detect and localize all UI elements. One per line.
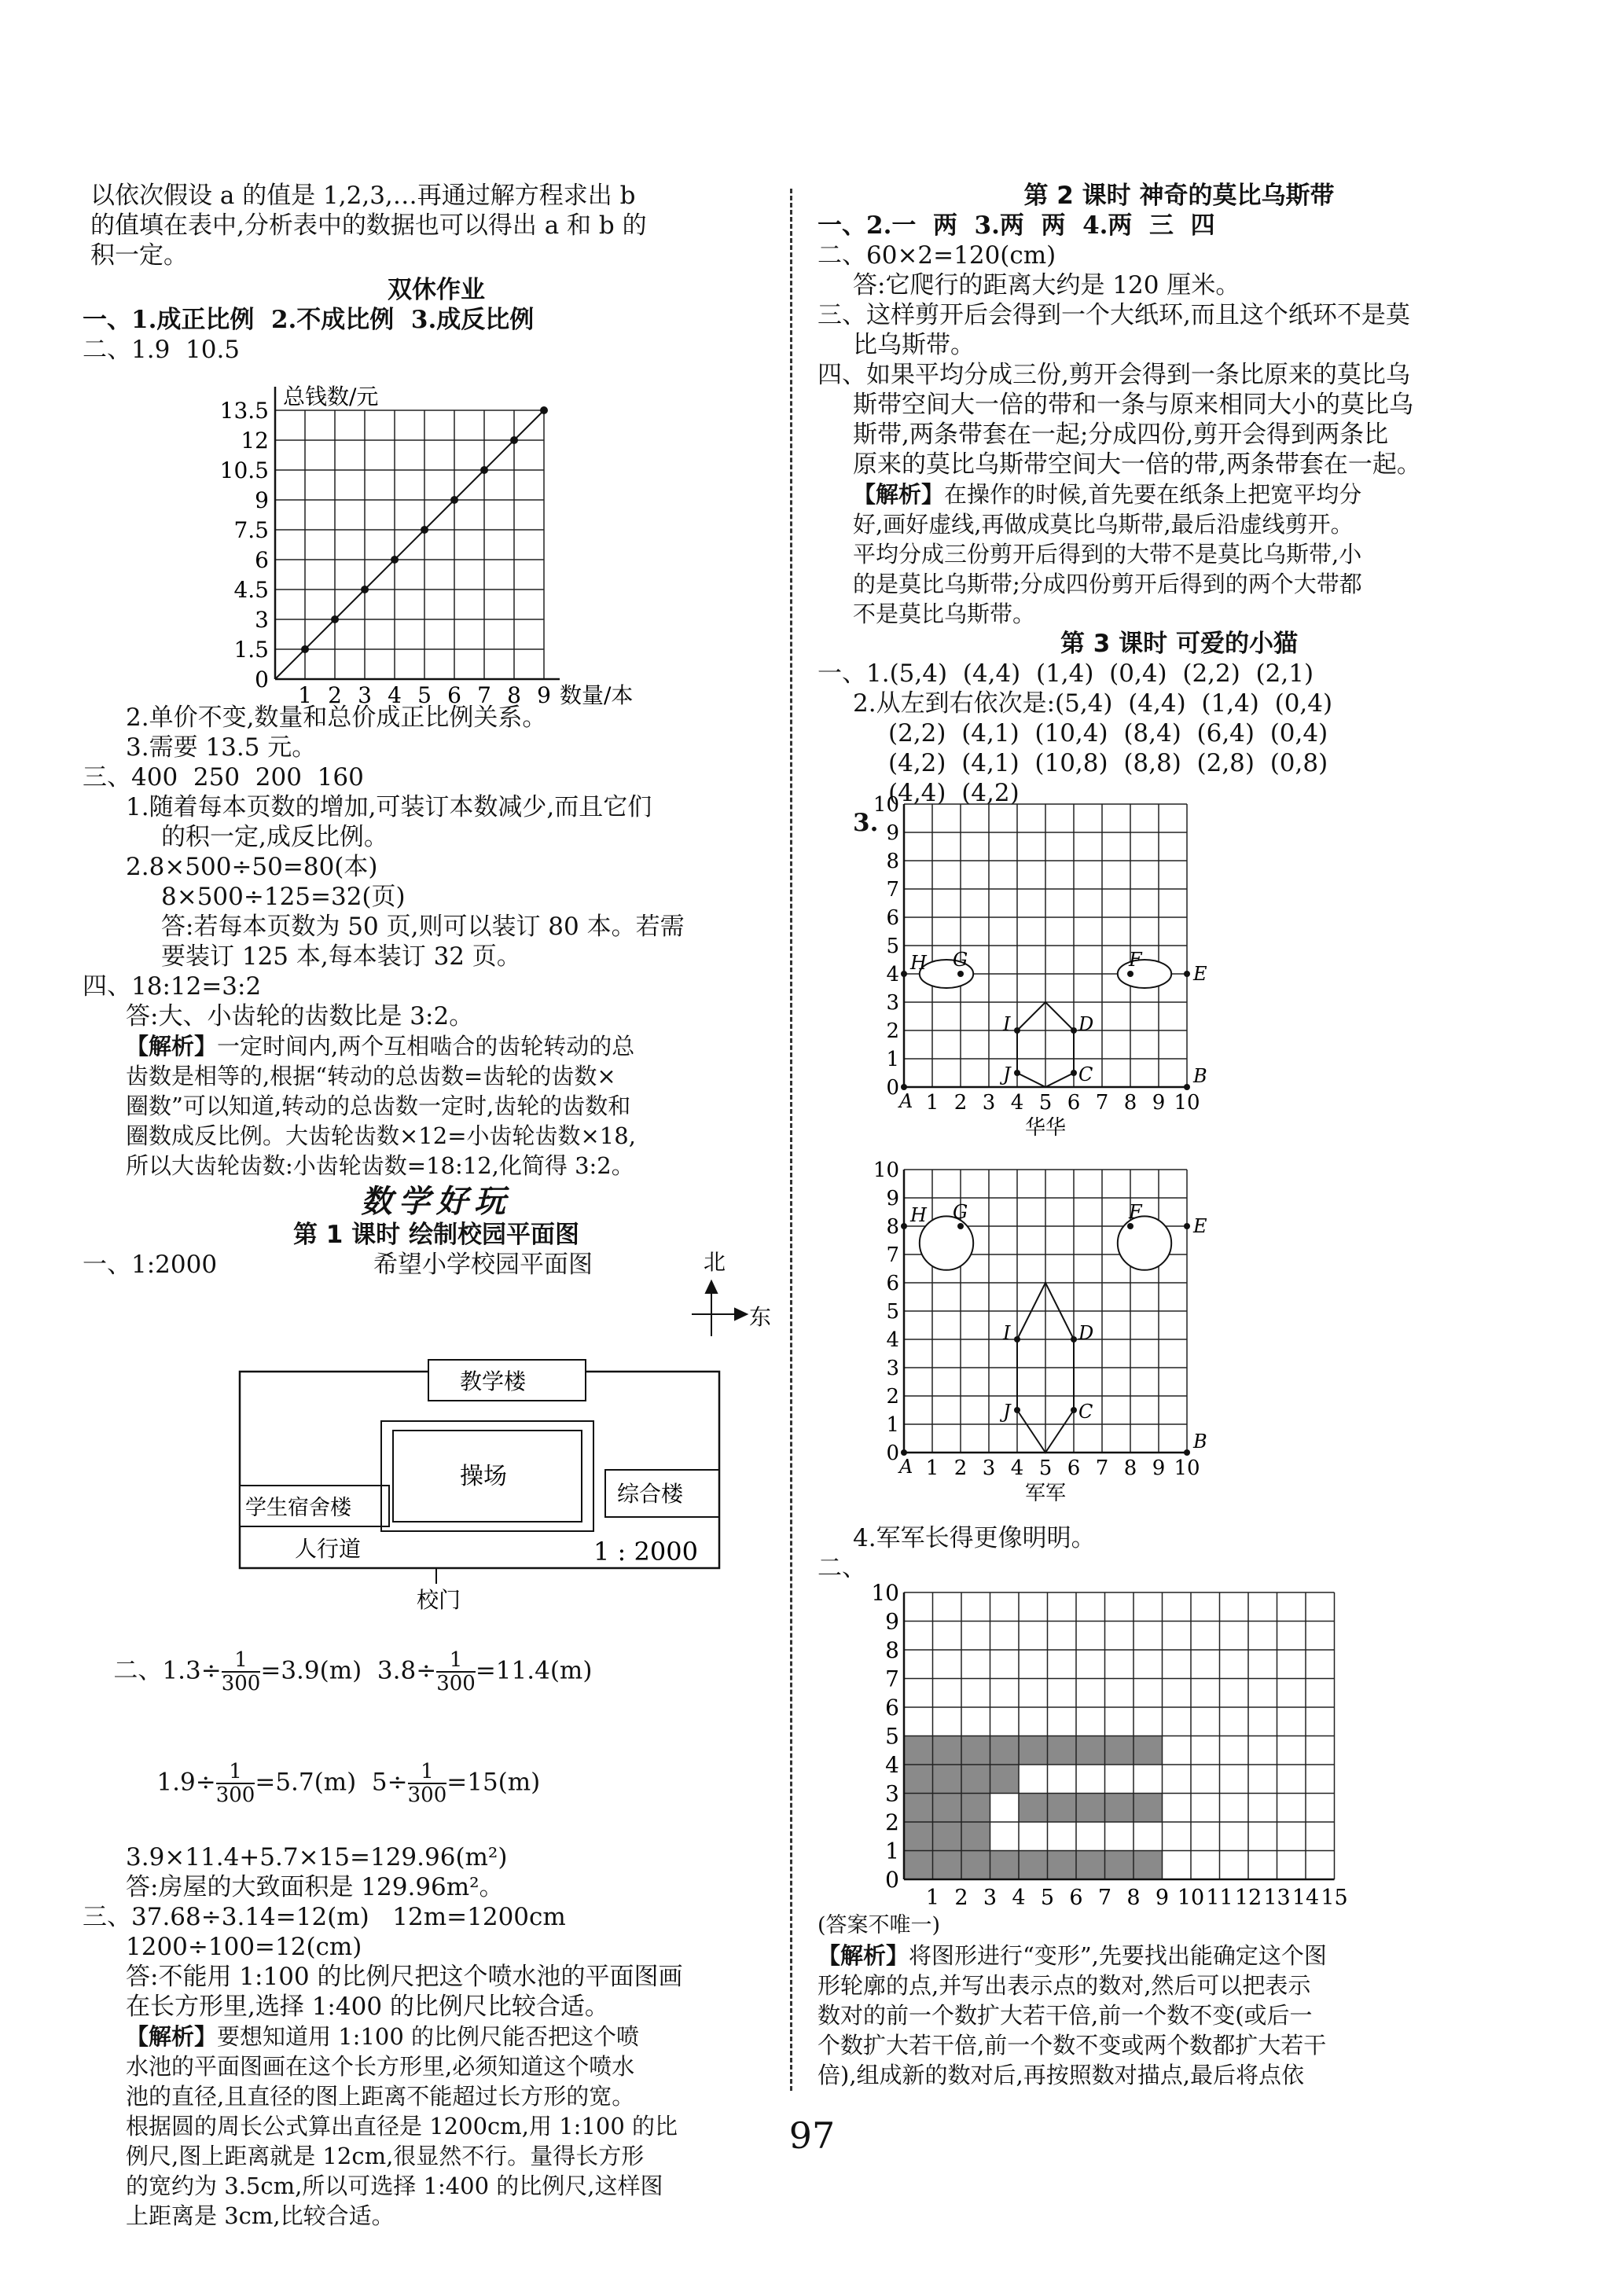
analysis2-line-7: 上距离是 3cm,比较合适。	[126, 2202, 395, 2229]
r1-line: 一、2.一 两 3.两 两 4.两 三 四	[818, 211, 1215, 240]
calc2a: 1.9÷	[156, 1768, 216, 1797]
x-tick-label: 10	[1177, 1886, 1205, 1910]
shaded-cell	[961, 1822, 990, 1851]
y-tick-label: 9	[885, 1608, 899, 1635]
shaded-cell	[1076, 1851, 1105, 1880]
grid-caption: 华华	[1024, 1116, 1067, 1140]
frac-num: 1	[436, 1649, 476, 1673]
intro-line-2: 的值填在表中,分析表中的数据也可以得出 a 和 b 的	[90, 211, 647, 240]
s3-line-3: 答:不能用 1:100 的比例尺把这个喷水池的平面图画	[126, 1963, 683, 1991]
calc-line-2	[90, 1731, 782, 1836]
y-tick-label: 7.5	[233, 517, 269, 543]
shaded-cell	[1019, 1851, 1048, 1880]
x-tick-label: 4	[1010, 1091, 1024, 1115]
x-tick-label: 3	[982, 1456, 996, 1480]
y-tick-label: 5	[886, 935, 899, 958]
right-analysis-tag: 【解析】	[853, 481, 945, 508]
y-tick-label: 4	[886, 963, 899, 986]
r3-line-2: 比乌斯带。	[853, 331, 975, 359]
y-tick-label: 4	[886, 1328, 899, 1352]
x-tick-label: 2	[953, 1456, 968, 1480]
shaded-cell	[1048, 1736, 1077, 1765]
lesson2-title: 第 2 课时 神奇的莫比乌斯带	[1023, 182, 1335, 210]
point-C	[1071, 1407, 1077, 1413]
r3-line-1: 三、这样剪开后会得到一个大纸环,而且这个纸环不是莫	[818, 301, 1410, 329]
q1-line: 一、1.成正比例 2.不成比例 3.成反比例	[83, 306, 535, 334]
right-column	[818, 181, 1541, 2090]
north-label: 北	[704, 1249, 726, 1275]
rb-line-4: 个数扩大若干倍,前一个数不变或两个数都扩大若干	[818, 2032, 1327, 2059]
x-axis-label: 数量/本	[560, 682, 634, 708]
rb-line-1: 将图形进行“变形”,先要找出能确定这个图	[909, 1942, 1327, 1969]
shaded-cell	[1048, 1851, 1077, 1880]
q4-line: 四、18:12=3:2	[83, 972, 262, 1001]
q2-2-line: 2.单价不变,数量和总价成正比例关系。	[126, 703, 547, 732]
x-tick-label: 7	[1097, 1886, 1112, 1910]
analysis2-line-5: 例尺,图上距离就是 12cm,很显然不行。量得长方形	[126, 2143, 645, 2169]
q3-2c: 答:若每本页数为 50 页,则可以装订 80 本。若需	[161, 913, 685, 941]
point-D	[1071, 1027, 1077, 1034]
x-tick-label: 4	[1010, 1456, 1024, 1480]
x-tick-label: 10	[1174, 1091, 1200, 1115]
shaded-cell	[1133, 1851, 1163, 1880]
right-eye	[1118, 960, 1171, 988]
data-point	[540, 406, 548, 414]
calc1c: =11.4(m)	[475, 1656, 593, 1685]
s3-line-4: 在长方形里,选择 1:400 的比例尺比较合适。	[126, 1993, 609, 2021]
y-tick-label: 10.5	[219, 457, 269, 483]
frac-den: 300	[407, 1783, 447, 1807]
frac-num: 1	[216, 1761, 255, 1784]
shape-grid	[818, 1553, 1541, 1911]
rb-line-3: 数对的前一个数扩大若干倍,前一个数不变(或后一	[818, 2002, 1313, 2029]
lesson1-title: 第 1 课时 绘制校园平面图	[293, 1221, 579, 1249]
x-tick-label: 3	[983, 1886, 998, 1910]
x-tick-label: 7	[477, 682, 491, 708]
price-chart-svg	[90, 365, 782, 708]
s3-line-1: 三、37.68÷3.14=12(m) 12m=1200cm	[83, 1903, 566, 1931]
point-label: F	[1129, 1201, 1142, 1223]
x-tick-label: 5	[417, 682, 432, 708]
grid-caption: 军军	[1024, 1482, 1067, 1505]
y-tick-label: 6	[885, 1695, 899, 1721]
intro-line-3: 积一定。	[90, 241, 188, 270]
point-J	[1014, 1407, 1020, 1413]
x-tick-label: 14	[1291, 1886, 1320, 1910]
x-tick-label: 4	[388, 682, 402, 708]
x-tick-label: 6	[1069, 1886, 1083, 1910]
shaded-cell	[1076, 1736, 1105, 1765]
frac-den: 300	[436, 1672, 476, 1695]
q3-2d: 要装订 125 本,每本装订 32 页。	[161, 942, 521, 971]
shaded-cell	[904, 1765, 933, 1794]
r4-line-2: 斯带空间大一倍的带和一条与原来相同大小的莫比乌	[853, 391, 1413, 419]
y-tick-label: 2	[885, 1809, 899, 1835]
shaded-cell	[1105, 1794, 1134, 1823]
point-label: H	[910, 1204, 927, 1226]
point-B	[1184, 1449, 1190, 1456]
teaching-building-label: 教学楼	[460, 1368, 527, 1394]
r4-line-1: 四、如果平均分成三份,剪开会得到一条比原来的莫比乌	[818, 361, 1410, 389]
c1-line: 一、1.(5,4) (4,4) (1,4) (0,4) (2,2) (2,1)	[818, 659, 1314, 688]
c5-label: 二、	[818, 1554, 866, 1582]
calc1a: 二、1.3÷	[113, 1656, 222, 1685]
y-tick-label: 2	[886, 1019, 899, 1043]
q3-2b: 8×500÷125=32(页)	[161, 883, 406, 911]
shaded-cell	[990, 1851, 1020, 1880]
y-tick-label: 6	[886, 906, 899, 930]
shaded-cell	[990, 1736, 1020, 1765]
y-tick-label: 13.5	[219, 398, 269, 424]
calc1b: =3.9(m) 3.8÷	[260, 1656, 437, 1685]
x-tick-label: 8	[1123, 1456, 1137, 1480]
frac-num: 1	[408, 1761, 447, 1784]
section-title: 数学好玩	[361, 1183, 512, 1220]
c4-line: 4.军军长得更像明明。	[853, 1524, 1096, 1552]
right-eye	[1118, 1216, 1171, 1269]
calc2c: =15(m)	[446, 1768, 541, 1797]
x-tick-label: 1	[925, 1456, 939, 1480]
point-label: A	[899, 1090, 913, 1112]
map-ratio: 1 : 2000	[593, 1537, 698, 1567]
point-G	[957, 971, 964, 977]
x-tick-label: 2	[954, 1886, 968, 1910]
data-point	[391, 556, 399, 564]
shaded-cell	[933, 1794, 962, 1823]
x-tick-label: 10	[1174, 1456, 1200, 1480]
point-label: D	[1078, 1013, 1094, 1035]
calc-line-1	[83, 1619, 782, 1725]
y-tick-label: 5	[885, 1723, 899, 1750]
shaded-cell	[1019, 1794, 1048, 1823]
left-column	[83, 181, 782, 2231]
y-tick-label: 9	[886, 1187, 899, 1210]
x-tick-label: 6	[447, 682, 461, 708]
x-tick-label: 1	[925, 1091, 939, 1115]
x-tick-label: 3	[358, 682, 372, 708]
point-H	[901, 1223, 907, 1229]
x-tick-label: 2	[953, 1091, 968, 1115]
c2-line-4: (4,4) (4,2)	[888, 779, 1020, 807]
data-point	[450, 496, 458, 504]
data-point	[480, 466, 488, 474]
y-tick-label: 7	[886, 1243, 899, 1267]
shaded-cell	[961, 1736, 990, 1765]
left-eye	[920, 1216, 973, 1269]
y-tick-label: 4	[885, 1752, 899, 1778]
fraction	[216, 1761, 255, 1806]
x-tick-label: 15	[1321, 1886, 1348, 1910]
fraction	[408, 1761, 447, 1806]
x-tick-label: 13	[1263, 1886, 1291, 1910]
y-tick-label: 2	[886, 1385, 899, 1409]
q3-1b: 的积一定,成反比例。	[161, 823, 388, 851]
point-I	[1014, 1336, 1020, 1343]
point-label: G	[953, 949, 968, 971]
y-tick-label: 3	[885, 1780, 899, 1807]
campus-map	[83, 1249, 782, 1619]
playground-label: 操场	[460, 1463, 507, 1490]
point-E	[1184, 971, 1190, 977]
east-label: 东	[749, 1304, 772, 1330]
x-tick-label: 7	[1095, 1091, 1109, 1115]
ra-line-2: 好,画好虚线,再做成莫比乌斯带,最后沿虚线剪开。	[853, 511, 1354, 538]
y-tick-label: 0	[885, 1867, 899, 1893]
shaded-cell	[933, 1736, 962, 1765]
east-arrow-icon	[735, 1309, 747, 1320]
y-tick-label: 0	[886, 1442, 899, 1465]
calc2b: =5.7(m) 5÷	[255, 1768, 408, 1797]
point-G	[957, 1223, 964, 1229]
point-label: J	[1003, 1063, 1011, 1085]
shaded-cell	[1076, 1794, 1105, 1823]
y-tick-label: 0	[255, 667, 269, 692]
y-tick-label: 4.5	[233, 577, 269, 603]
x-tick-label: 8	[1123, 1091, 1137, 1115]
lesson3-title: 第 3 课时 可爱的小猫	[1060, 630, 1298, 658]
q2-1-line: 二、1.9 10.5	[83, 336, 241, 364]
data-point	[361, 586, 369, 593]
c3-label: 3.	[853, 809, 879, 837]
x-tick-label: 9	[1152, 1456, 1166, 1480]
point-I	[1014, 1027, 1020, 1034]
analysis1-line-2: 齿数是相等的,根据“转动的总齿数=齿轮的齿数×	[126, 1063, 616, 1089]
y-tick-label: 1.5	[233, 637, 269, 663]
rb-line-2: 形轮廓的点,并写出表示点的数对,然后可以把表示	[818, 1972, 1311, 1999]
point-A	[901, 1084, 907, 1090]
y-tick-label: 12	[241, 428, 269, 454]
shaded-cell	[1105, 1736, 1134, 1765]
campus-map-svg	[90, 1250, 782, 1619]
y-tick-label: 1	[886, 1413, 899, 1437]
analysis1-line-4: 圈数成反比例。大齿轮齿数×12=小齿轮齿数×18,	[126, 1122, 636, 1149]
r2-answer: 答:它爬行的距离大约是 120 厘米。	[853, 271, 1240, 299]
analysis-tag-2: 【解析】	[126, 2023, 218, 2050]
x-tick-label: 5	[1038, 1456, 1053, 1480]
r4-line-4: 原来的莫比乌斯带空间大一倍的带,两条带套在一起。	[853, 450, 1421, 479]
analysis1-line-5: 所以大齿轮齿数:小齿轮齿数=18:12,化简得 3:2。	[126, 1152, 634, 1179]
y-tick-label: 8	[886, 1215, 899, 1239]
dormitory-label: 学生宿舍楼	[245, 1496, 351, 1520]
intro-line-1: 以依次假设 a 的值是 1,2,3,…再通过解方程求出 b	[90, 182, 636, 210]
c2-line-3: (4,2) (4,1) (10,8) (8,8) (2,8) (0,8)	[888, 749, 1328, 777]
x-tick-label: 8	[507, 682, 521, 708]
point-label: E	[1193, 963, 1207, 985]
y-tick-label: 3	[255, 607, 269, 633]
shaded-cell	[961, 1851, 990, 1880]
y-tick-label: 1	[885, 1838, 899, 1864]
q4-answer: 答:大、小齿轮的齿数比是 3:2。	[126, 1002, 474, 1030]
x-tick-label: 6	[1067, 1091, 1081, 1115]
y-tick-label: 5	[886, 1300, 899, 1324]
column-divider	[790, 189, 792, 2091]
point-label: J	[1003, 1401, 1011, 1423]
shaded-cell	[961, 1765, 990, 1794]
point-B	[1184, 1084, 1190, 1090]
analysis-tag: 【解析】	[126, 1033, 218, 1060]
q3-line: 三、400 250 200 160	[83, 763, 364, 792]
y-tick-label: 8	[885, 1637, 899, 1663]
point-label: E	[1193, 1215, 1207, 1237]
analysis1-line-1: 一定时间内,两个互相啮合的齿轮转动的总	[217, 1033, 635, 1060]
x-tick-label: 7	[1095, 1456, 1109, 1480]
shaded-cell	[1019, 1736, 1048, 1765]
point-F	[1127, 1223, 1133, 1229]
shaded-cell	[1105, 1851, 1134, 1880]
shaded-cell	[904, 1736, 933, 1765]
y-tick-label: 7	[885, 1666, 899, 1692]
point-label: D	[1078, 1322, 1094, 1344]
q2-3-line: 3.需要 13.5 元。	[126, 733, 317, 762]
point-label: B	[1193, 1065, 1207, 1087]
shaded-cell	[933, 1822, 962, 1851]
shaded-cell	[990, 1765, 1020, 1794]
x-tick-label: 1	[298, 682, 312, 708]
point-C	[1071, 1070, 1077, 1076]
shaded-cell	[904, 1851, 933, 1880]
weekend-title: 双休作业	[388, 276, 485, 304]
point-label: F	[1129, 949, 1142, 971]
frac-den: 300	[215, 1783, 255, 1807]
x-tick-label: 5	[1040, 1886, 1055, 1910]
right-analysis-tag-2: 【解析】	[818, 1942, 909, 1969]
calc-line-4: 答:房屋的大致面积是 129.96m²。	[126, 1873, 504, 1901]
answer-not-unique: (答案不唯一)	[818, 1913, 941, 1938]
point-H	[901, 971, 907, 977]
gate-label: 校门	[417, 1587, 461, 1613]
x-tick-label: 6	[1067, 1456, 1081, 1480]
y-tick-label: 9	[886, 821, 899, 845]
frac-den: 300	[221, 1672, 261, 1695]
r2-line: 二、60×2=120(cm)	[818, 241, 1056, 270]
y-tick-label: 7	[886, 878, 899, 902]
point-label: B	[1193, 1431, 1207, 1453]
shaded-cell	[904, 1794, 933, 1823]
r4-line-3: 斯带,两条带套在一起;分成四份,剪开会得到两条比	[853, 421, 1389, 449]
analysis2-line-4: 根据圆的周长公式算出直径是 1200cm,用 1:100 的比	[126, 2113, 678, 2140]
y-tick-label: 6	[886, 1272, 899, 1295]
y-tick-label: 10	[873, 1159, 899, 1182]
point-label: I	[1003, 1013, 1011, 1035]
shaded-cell	[933, 1765, 962, 1794]
point-label: C	[1078, 1401, 1093, 1423]
y-tick-label: 3	[886, 991, 899, 1015]
analysis2-line-3: 池的直径,且直径的图上距离不能超过长方形的宽。	[126, 2083, 635, 2110]
scale-answer: 一、1:2000	[83, 1251, 218, 1279]
q3-2a: 2.8×500÷50=80(本)	[126, 853, 378, 881]
ra-line-4: 的是莫比乌斯带;分成四份剪开后得到的两个大带都	[853, 571, 1362, 597]
x-tick-label: 8	[1126, 1886, 1141, 1910]
point-A	[901, 1449, 907, 1456]
analysis1-line-3: 圈数”可以知道,转动的总齿数一定时,齿轮的齿数和	[126, 1093, 631, 1119]
y-tick-label: 6	[255, 547, 269, 573]
map-title: 希望小学校园平面图	[373, 1251, 593, 1279]
frac-num: 1	[222, 1649, 261, 1673]
point-label: H	[910, 952, 927, 974]
y-tick-label: 10	[871, 1580, 899, 1606]
page-number: 97	[788, 2114, 836, 2157]
x-tick-label: 9	[1152, 1091, 1166, 1115]
analysis2-line-2: 水池的平面图画在这个长方形里,必须知道这个喷水	[126, 2053, 635, 2080]
shaded-cell	[933, 1851, 962, 1880]
sidewalk-label: 人行道	[295, 1536, 362, 1562]
shaded-cell	[961, 1794, 990, 1823]
y-tick-label: 9	[255, 487, 269, 513]
calc-line-3: 3.9×11.4+5.7×15=129.96(m²)	[126, 1843, 508, 1871]
y-tick-label: 0	[886, 1076, 899, 1100]
x-tick-label: 9	[537, 682, 551, 708]
x-tick-label: 1	[925, 1886, 940, 1910]
price-line	[275, 410, 544, 679]
y-tick-label: 1	[886, 1048, 899, 1071]
q3-1a: 1.随着每本页数的增加,可装订本数减少,而且它们	[126, 793, 652, 821]
ra-line-5: 不是莫比乌斯带。	[853, 601, 1036, 627]
point-F	[1127, 971, 1133, 977]
y-tick-label: 3	[886, 1357, 899, 1380]
x-tick-label: 2	[328, 682, 342, 708]
x-tick-label: 9	[1155, 1886, 1170, 1910]
point-E	[1184, 1223, 1190, 1229]
point-label: I	[1003, 1322, 1011, 1344]
shaded-cell	[1133, 1794, 1163, 1823]
shape-grid-svg	[818, 1553, 1541, 1911]
data-point	[421, 526, 428, 534]
y-axis-label: 总钱数/元	[283, 384, 379, 410]
analysis2-line-1: 要想知道用 1:100 的比例尺能否把这个喷	[217, 2023, 640, 2050]
s3-line-2: 1200÷100=12(cm)	[126, 1933, 362, 1961]
point-label: A	[899, 1456, 913, 1478]
north-arrow-icon	[706, 1281, 717, 1293]
complex-building-label: 综合楼	[617, 1481, 684, 1507]
x-tick-label: 12	[1234, 1886, 1262, 1910]
x-tick-label: 11	[1206, 1886, 1233, 1910]
rb-line-5: 倍),组成新的数对后,再按照数对描点,最后将点依	[818, 2062, 1304, 2088]
x-tick-label: 5	[1038, 1091, 1053, 1115]
data-point	[331, 615, 339, 623]
point-label: G	[953, 1201, 968, 1223]
ra-line-3: 平均分成三份剪开后得到的大带不是莫比乌斯带,小	[853, 541, 1362, 567]
ra-line-1: 在操作的时候,首先要在纸条上把宽平均分	[944, 481, 1362, 508]
analysis2-line-6: 的宽约为 3.5cm,所以可选择 1:400 的比例尺,这样图	[126, 2173, 663, 2199]
x-tick-label: 4	[1012, 1886, 1026, 1910]
y-tick-label: 10	[873, 793, 899, 817]
point-J	[1014, 1070, 1020, 1076]
data-point	[301, 645, 309, 653]
point-label: C	[1078, 1063, 1093, 1085]
price-chart	[90, 365, 782, 708]
point-D	[1071, 1336, 1077, 1343]
data-point	[510, 436, 518, 444]
c2-line-2: (2,2) (4,1) (10,4) (8,4) (6,4) (0,4)	[888, 719, 1328, 747]
c2-line-1: 2.从左到右依次是:(5,4) (4,4) (1,4) (0,4)	[853, 689, 1333, 718]
fraction	[436, 1649, 476, 1695]
shaded-cell	[904, 1822, 933, 1851]
x-tick-label: 3	[982, 1091, 996, 1115]
shaded-cell	[1133, 1736, 1163, 1765]
shaded-cell	[1048, 1794, 1077, 1823]
y-tick-label: 8	[886, 850, 899, 873]
fraction	[222, 1649, 261, 1695]
